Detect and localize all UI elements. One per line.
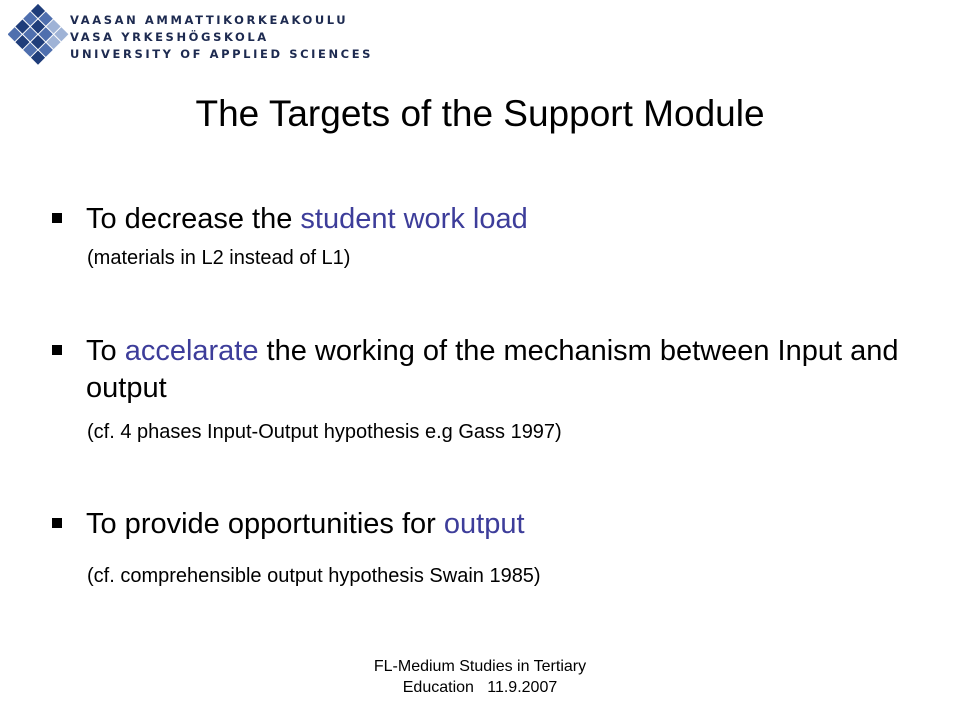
diamond-grid-logo-icon: [8, 4, 72, 66]
logo-line-finnish: VAASAN AMMATTIKORKEAKOULU: [70, 13, 349, 27]
bullet-highlight: accelarate: [124, 335, 259, 367]
bullet-note: (cf. 4 phases Input-Output hypothesis e.g Gass 1997): [87, 421, 562, 443]
bullet-student-work-load: [52, 201, 932, 271]
bullet-square-icon: [52, 213, 62, 223]
bullet-square-icon: [52, 345, 62, 355]
slide-footer: [0, 656, 960, 698]
footer-line-1: FL-Medium Studies in Tertiary: [373, 658, 587, 675]
bullet-note: (cf. comprehensible output hypothesis Swain 1985): [87, 565, 541, 587]
bullet-highlight: student work load: [300, 203, 528, 235]
bullet-square-icon: [52, 518, 62, 528]
bullet-text-before: To provide opportunities for: [86, 508, 444, 540]
logo-line-english: UNIVERSITY OF APPLIED SCIENCES: [70, 47, 374, 61]
bullet-text: [86, 506, 932, 543]
bullet-text-before: To decrease the: [86, 203, 301, 235]
bullet-highlight: output: [443, 508, 525, 540]
bullet-opportunities-output: [52, 506, 932, 589]
footer-line-2: Education 11.9.2007: [402, 679, 558, 696]
bullet-accelerate-mechanism: [52, 333, 932, 445]
bullet-text-before: To: [86, 335, 125, 367]
slide-title: The Targets of the Support Module: [195, 93, 765, 134]
logo-text: [70, 12, 373, 63]
logo-line-swedish: VASA YRKESHÖGSKOLA: [70, 30, 269, 44]
bullet-text: [86, 333, 932, 407]
university-logo: [8, 4, 374, 66]
bullet-text-after: the working of the mechanism between Input and output: [86, 335, 899, 404]
bullet-text: [86, 201, 932, 238]
bullet-note: (materials in L2 instead of L1): [87, 247, 351, 269]
